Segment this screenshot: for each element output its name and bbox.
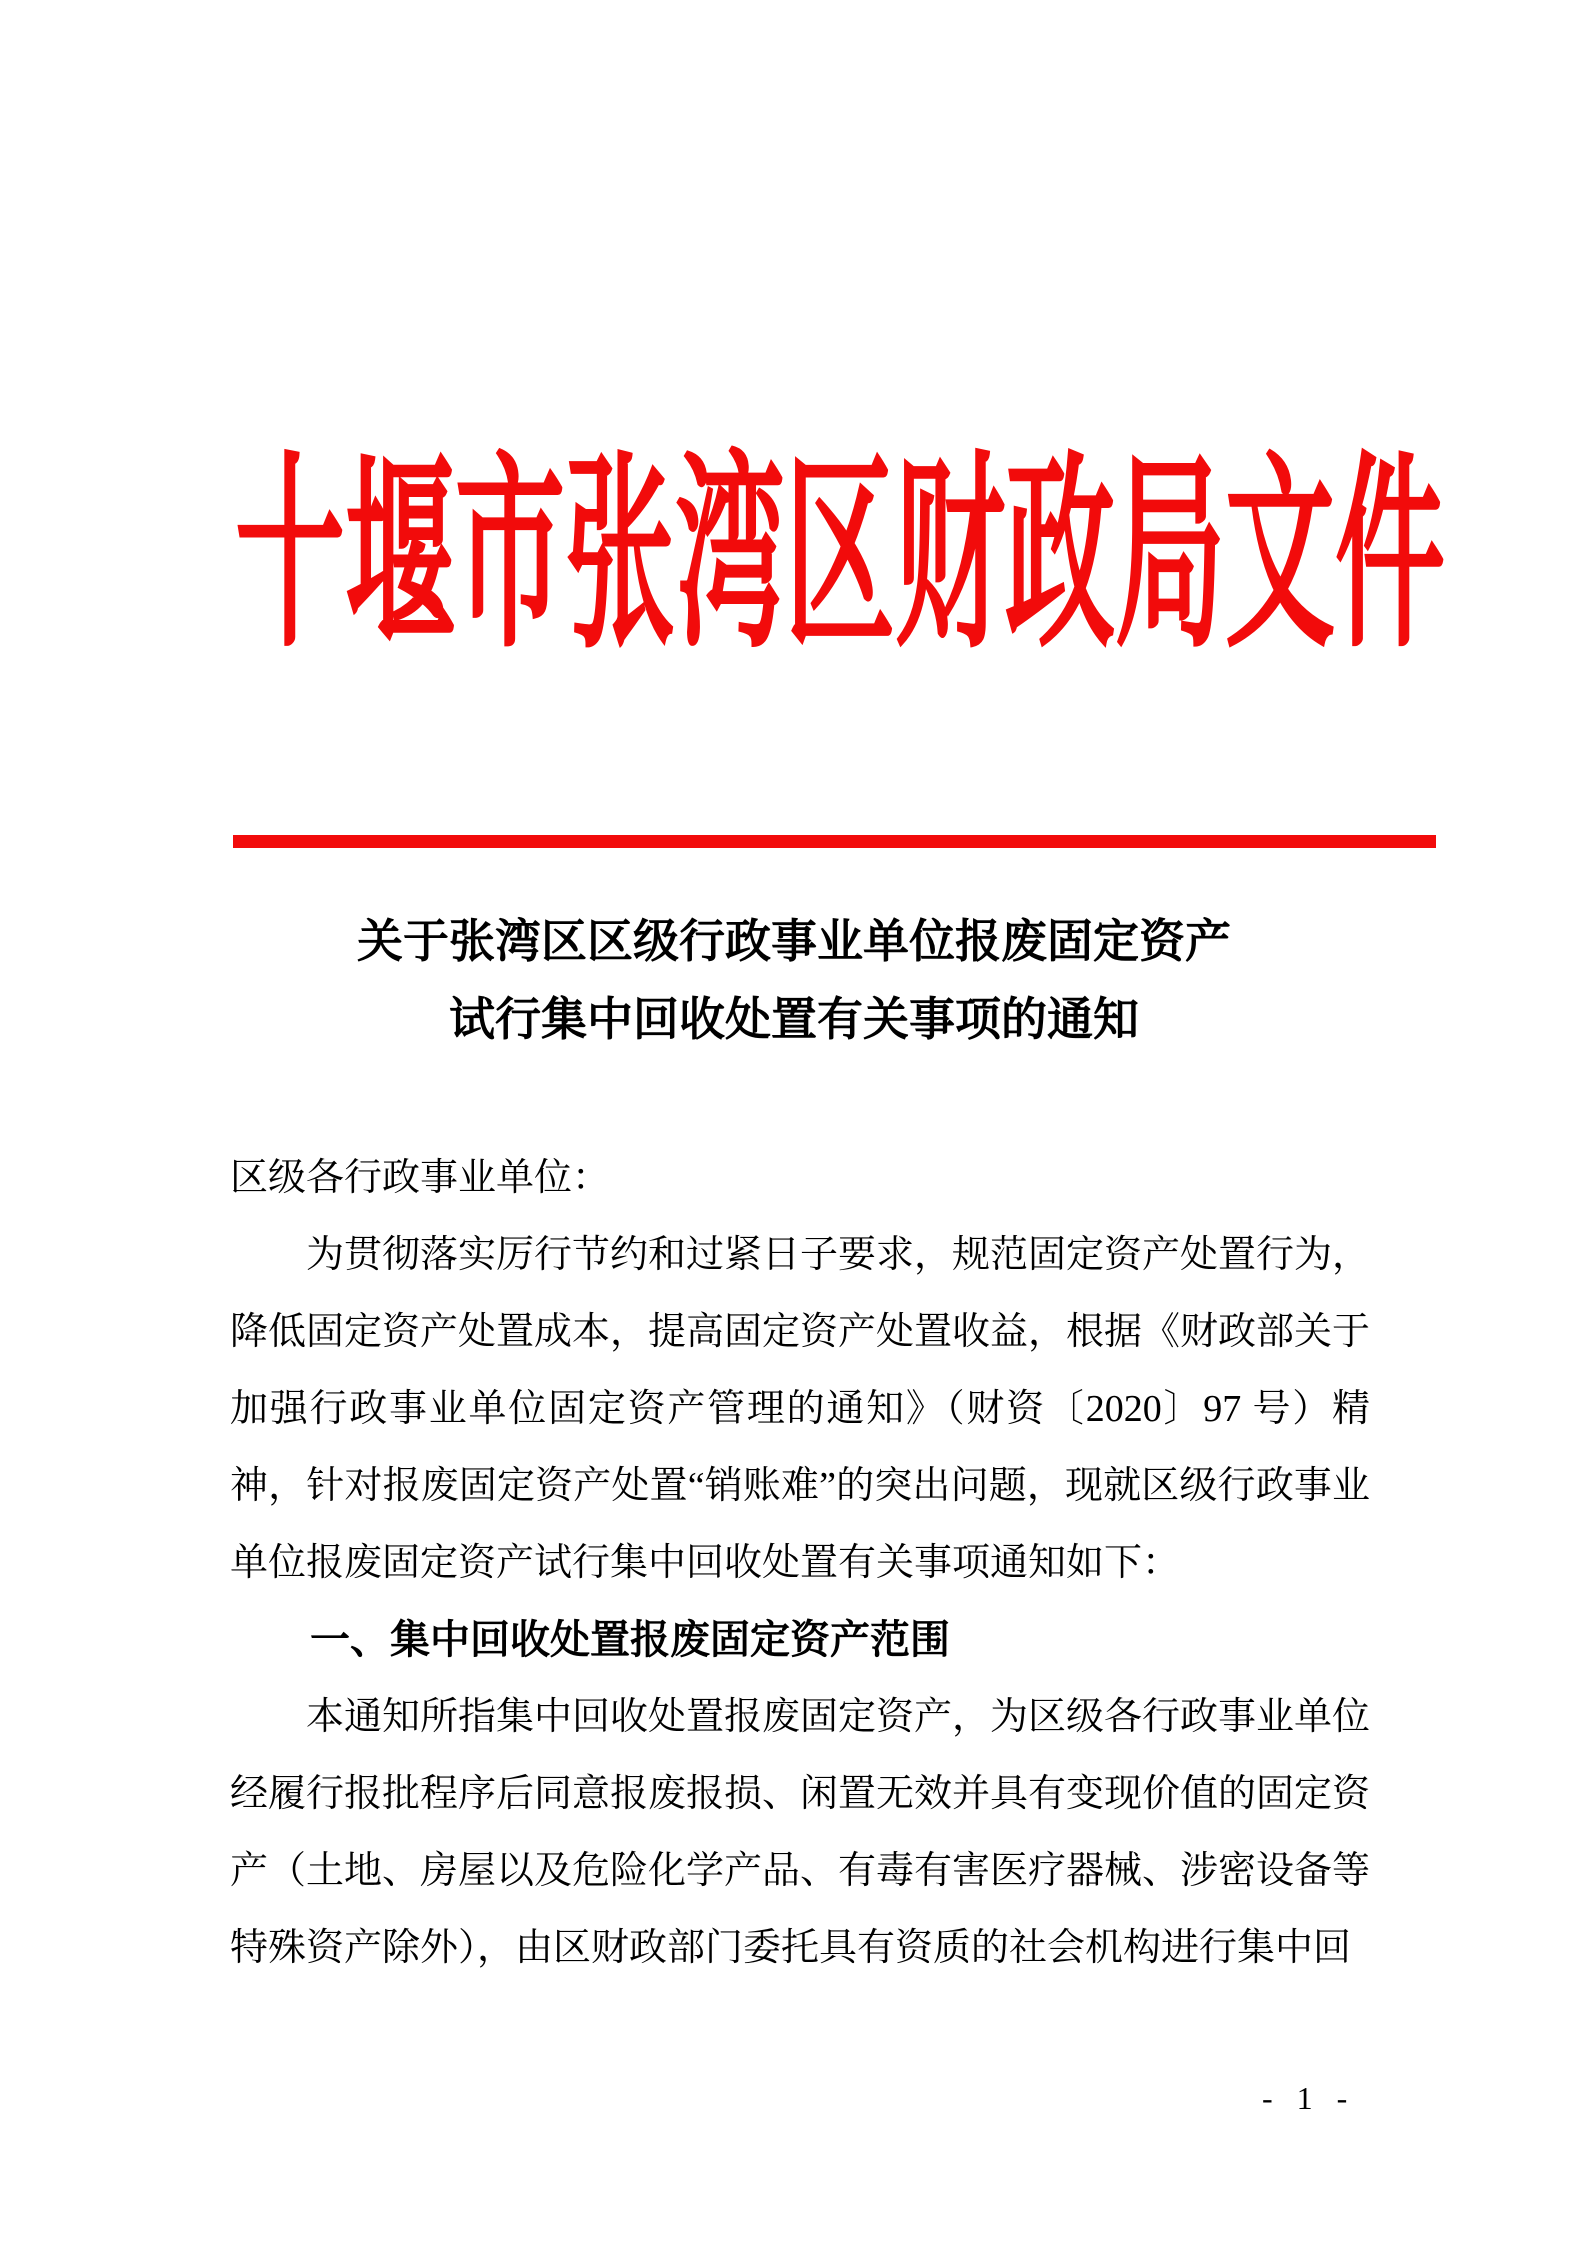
document-title-line-1: 关于张湾区区级行政事业单位报废固定资产	[357, 916, 1231, 967]
body-paragraph-2: 本通知所指集中回收处置报废固定资产，为区级各行政事业单位经履行报批程序后同意报废报损、闲置无效并具有变现价值的固定资产（土地、房屋以及危险化学产品、有毒有害医疗器械、涉密设备等特殊资产除外），由区财政部门委托具有资质的社会机构进行集中回	[230, 1696, 1371, 1969]
document-body	[230, 1140, 1370, 1987]
letterhead-title: 十堰市张湾区财政局文件	[235, 440, 1445, 673]
salutation: 区级各行政事业单位：	[230, 1157, 611, 1199]
section-heading: 一、集中回收处置报废固定资产范围	[310, 1618, 950, 1662]
document-title-line-2: 试行集中回收处置有关事项的通知	[449, 994, 1139, 1045]
page-number: - 1 -	[1262, 2080, 1356, 2116]
red-separator-rule	[233, 835, 1436, 848]
document-title	[0, 903, 1588, 1059]
letterhead-banner	[232, 440, 1448, 692]
body-paragraph-1: 为贯彻落实厉行节约和过紧日子要求，规范固定资产处置行为，降低固定资产处置成本，提高固定资产处置收益，根据《财政部关于加强行政事业单位固定资产管理的通知》（财资〔2020〕97 号）精神，针对报废固定资产处置“销账难”的突出问题，现就区级行政事业单位报废固定资产试行集中回收处置有关事项通知如下：	[230, 1234, 1371, 1584]
